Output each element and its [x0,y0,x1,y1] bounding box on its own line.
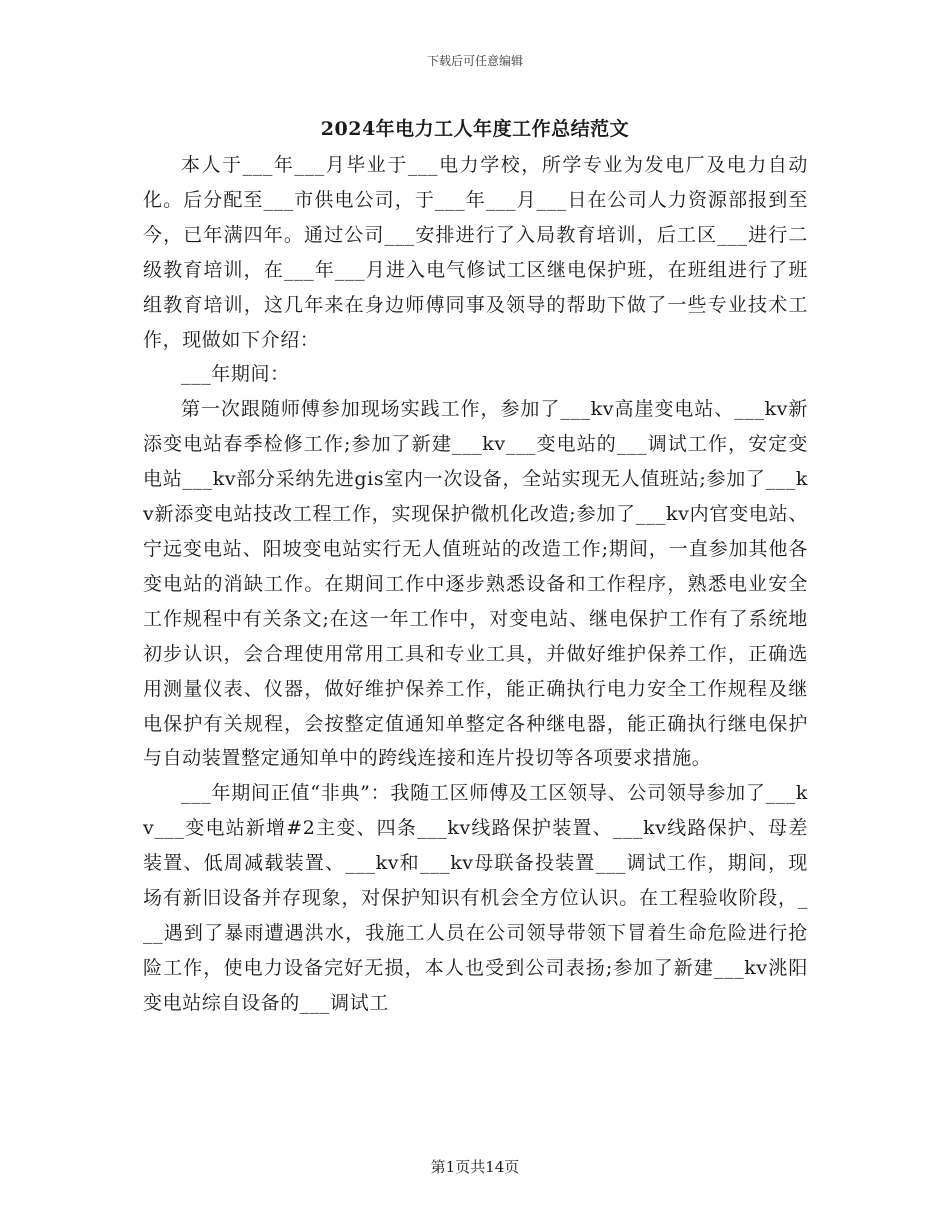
document-title: 2024年电力工人年度工作总结范文 [320,118,630,140]
body-paragraph: ___年期间正值“非典”：我随工区师傅及工区领导、公司领导参加了___kv___变电站新增#2主变、四条___kv线路保护装置、___kv线路保护、母差装置、低周减载装置、___kv和___kv母联备投装置___调试工作，期间，现场有新旧设备并存现象，对保护知识有机会全方位认识。在工程验收阶段，___遇到了暴雨遭遇洪水，我施工人员在公司领导带领下冒着生命危险进行抢险工作，使电力设备完好无损，本人也受到公司表扬;参加了新建___kv洮阳变电站综自设备的___调试工 [143,782,808,1014]
page-number-footer: 第1页共14页 [430,1158,520,1176]
document-body [143,148,808,1021]
body-paragraph: ___年期间： [181,363,290,386]
page-header-note: 下载后可任意编辑 [426,54,523,68]
body-paragraph: 本人于___年___月毕业于___电力学校，所学专业为发电厂及电力自动化。后分配至___市供电公司，于___年___月___日在公司人力资源部报到至今，已年满四年。通过公司___安排进行了入局教育培训，后工区___进行二级教育培训，在___年___月进入电气修试工区继电保护班，在班组进行了班组教育培训，这几年来在身边师傅同事及领导的帮助下做了一些专业技术工作，现做如下介绍： [143,154,808,351]
body-paragraph: 第一次跟随师傅参加现场实践工作，参加了___kv高崖变电站、___kv新添变电站春季检修工作;参加了新建___kv___变电站的___调试工作，安定变电站___kv部分采纳先进gis室内一次设备，全站实现无人值班站;参加了___kv新添变电站技改工程工作，实现保护微机化改造;参加了___kv内官变电站、宁远变电站、阳坡变电站实行无人值班站的改造工作;期间，一直参加其他各变电站的消缺工作。在期间工作中逐步熟悉设备和工作程序，熟悉电业安全工作规程中有关条文;在这一年工作中，对变电站、继电保护工作有了系统地初步认识，会合理使用常用工具和专业工具，并做好维护保养工作，正确选用测量仪表、仪器，做好维护保养工作，能正确执行电力安全工作规程及继电保护有关规程，会按整定值通知单整定各种继电器，能正确执行继电保护与自动装置整定通知单中的跨线连接和连片投切等各项要求措施。 [143,398,808,770]
